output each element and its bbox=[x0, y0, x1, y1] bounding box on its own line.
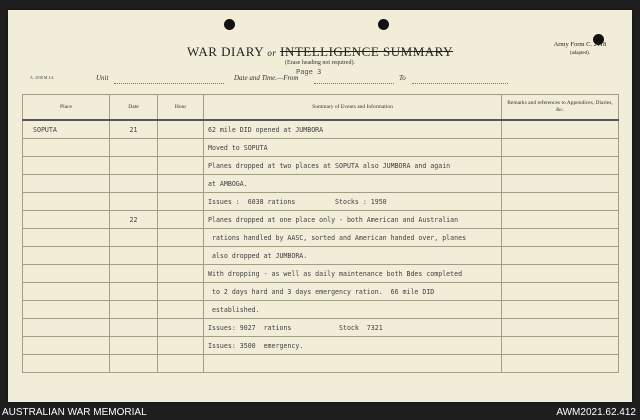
cell-place bbox=[23, 157, 110, 175]
cell-place bbox=[23, 301, 110, 319]
cell-date bbox=[110, 193, 158, 211]
cell-place bbox=[23, 283, 110, 301]
col-summary: Summary of Events and Information bbox=[204, 95, 502, 121]
page-number: Page 3 bbox=[296, 68, 322, 76]
cell-remarks bbox=[502, 175, 619, 193]
cell-summary: to 2 days hard and 3 days emergency ration. 66 mile DID bbox=[204, 283, 502, 301]
table-row bbox=[23, 175, 619, 193]
table-row bbox=[23, 157, 619, 175]
cell-summary: also dropped at JUMBORA. bbox=[204, 247, 502, 265]
cell-hour bbox=[158, 265, 204, 283]
table-header bbox=[23, 95, 619, 121]
cell-place bbox=[23, 319, 110, 337]
table-row bbox=[23, 355, 619, 373]
to-label: To bbox=[399, 74, 406, 82]
table-row bbox=[23, 193, 619, 211]
army-form-label bbox=[540, 40, 620, 58]
army-form-note: (adapted). bbox=[569, 51, 591, 56]
footer-accession: AWM2021.62.412 bbox=[556, 407, 636, 418]
cell-date bbox=[110, 157, 158, 175]
cell-date bbox=[110, 265, 158, 283]
title-main: WAR DIARY bbox=[187, 44, 264, 59]
cell-place bbox=[23, 211, 110, 229]
cell-remarks bbox=[502, 193, 619, 211]
cell-hour bbox=[158, 193, 204, 211]
cell-summary: Issues: 9027 rations Stock 7321 bbox=[204, 319, 502, 337]
cell-remarks bbox=[502, 355, 619, 373]
cell-remarks bbox=[502, 265, 619, 283]
punch-hole bbox=[378, 19, 389, 30]
cell-place bbox=[23, 247, 110, 265]
cell-place bbox=[23, 193, 110, 211]
table-row bbox=[23, 247, 619, 265]
cell-summary: Planes dropped at one place only - both American and Australian bbox=[204, 211, 502, 229]
cell-summary: Issues: 3500 emergency. bbox=[204, 337, 502, 355]
cell-remarks bbox=[502, 337, 619, 355]
table-row bbox=[23, 139, 619, 157]
cell-place bbox=[23, 265, 110, 283]
cell-date bbox=[110, 229, 158, 247]
cell-remarks bbox=[502, 120, 619, 139]
cell-hour bbox=[158, 247, 204, 265]
table-row bbox=[23, 337, 619, 355]
cell-hour bbox=[158, 229, 204, 247]
diary-table bbox=[22, 94, 619, 373]
cell-date bbox=[110, 247, 158, 265]
cell-date bbox=[110, 301, 158, 319]
cell-summary: rations handled by AASC, sorted and American handed over, planes bbox=[204, 229, 502, 247]
title-or: or bbox=[267, 48, 277, 58]
cell-place bbox=[23, 355, 110, 373]
cell-remarks bbox=[502, 301, 619, 319]
cell-remarks bbox=[502, 139, 619, 157]
cell-date bbox=[110, 283, 158, 301]
footer-bar bbox=[0, 406, 640, 420]
cell-hour bbox=[158, 337, 204, 355]
col-date: Date bbox=[110, 95, 158, 121]
cell-date bbox=[110, 337, 158, 355]
table-row bbox=[23, 319, 619, 337]
cell-date: 22 bbox=[110, 211, 158, 229]
cell-date bbox=[110, 175, 158, 193]
cell-hour bbox=[158, 157, 204, 175]
title-note: (Erase heading not required). bbox=[285, 60, 355, 66]
cell-hour bbox=[158, 120, 204, 139]
cell-remarks bbox=[502, 157, 619, 175]
table-row bbox=[23, 301, 619, 319]
footer-credit: AUSTRALIAN WAR MEMORIAL bbox=[2, 407, 147, 418]
army-form-number: Army Form C. 2118 bbox=[553, 41, 607, 48]
table-row bbox=[23, 120, 619, 139]
unit-line bbox=[114, 83, 224, 84]
cell-hour bbox=[158, 283, 204, 301]
cell-hour bbox=[158, 355, 204, 373]
cell-summary: 62 mile DID opened at JUMBORA bbox=[204, 120, 502, 139]
cell-summary: at AMBOGA. bbox=[204, 175, 502, 193]
unit-label: Unit bbox=[96, 74, 109, 82]
cell-remarks bbox=[502, 211, 619, 229]
form-code: A. 2538 M.I.A. bbox=[30, 75, 55, 80]
col-hour: Hour bbox=[158, 95, 204, 121]
cell-summary: With dropping - as well as daily maintenance both Bdes completed bbox=[204, 265, 502, 283]
cell-hour bbox=[158, 301, 204, 319]
cell-summary bbox=[204, 355, 502, 373]
cell-place bbox=[23, 229, 110, 247]
cell-remarks bbox=[502, 283, 619, 301]
cell-remarks bbox=[502, 247, 619, 265]
to-line bbox=[412, 83, 508, 84]
cell-place bbox=[23, 337, 110, 355]
diary-title bbox=[8, 44, 632, 60]
cell-place bbox=[23, 175, 110, 193]
cell-remarks bbox=[502, 229, 619, 247]
cell-hour bbox=[158, 319, 204, 337]
cell-hour bbox=[158, 139, 204, 157]
cell-date: 21 bbox=[110, 120, 158, 139]
cell-summary: Planes dropped at two places at SOPUTA also JUMBORA and again bbox=[204, 157, 502, 175]
cell-date bbox=[110, 139, 158, 157]
cell-summary: established. bbox=[204, 301, 502, 319]
table-row bbox=[23, 265, 619, 283]
date-time-label: Date and Time.—From bbox=[234, 74, 299, 82]
cell-summary: Issues : 6038 rations Stocks : 1950 bbox=[204, 193, 502, 211]
cell-place: SOPUTA bbox=[23, 120, 110, 139]
cell-hour bbox=[158, 211, 204, 229]
col-remarks: Remarks and references to Appendices, Diaries, &c. bbox=[502, 95, 619, 121]
col-place: Place bbox=[23, 95, 110, 121]
title-struck: INTELLIGENCE SUMMARY bbox=[280, 44, 453, 59]
cell-date bbox=[110, 355, 158, 373]
punch-hole bbox=[224, 19, 235, 30]
from-line bbox=[314, 83, 394, 84]
table-row bbox=[23, 211, 619, 229]
cell-date bbox=[110, 319, 158, 337]
cell-place bbox=[23, 139, 110, 157]
table-row bbox=[23, 283, 619, 301]
cell-remarks bbox=[502, 319, 619, 337]
table-row bbox=[23, 229, 619, 247]
cell-summary: Moved to SOPUTA bbox=[204, 139, 502, 157]
cell-hour bbox=[158, 175, 204, 193]
war-diary-page bbox=[8, 10, 632, 402]
